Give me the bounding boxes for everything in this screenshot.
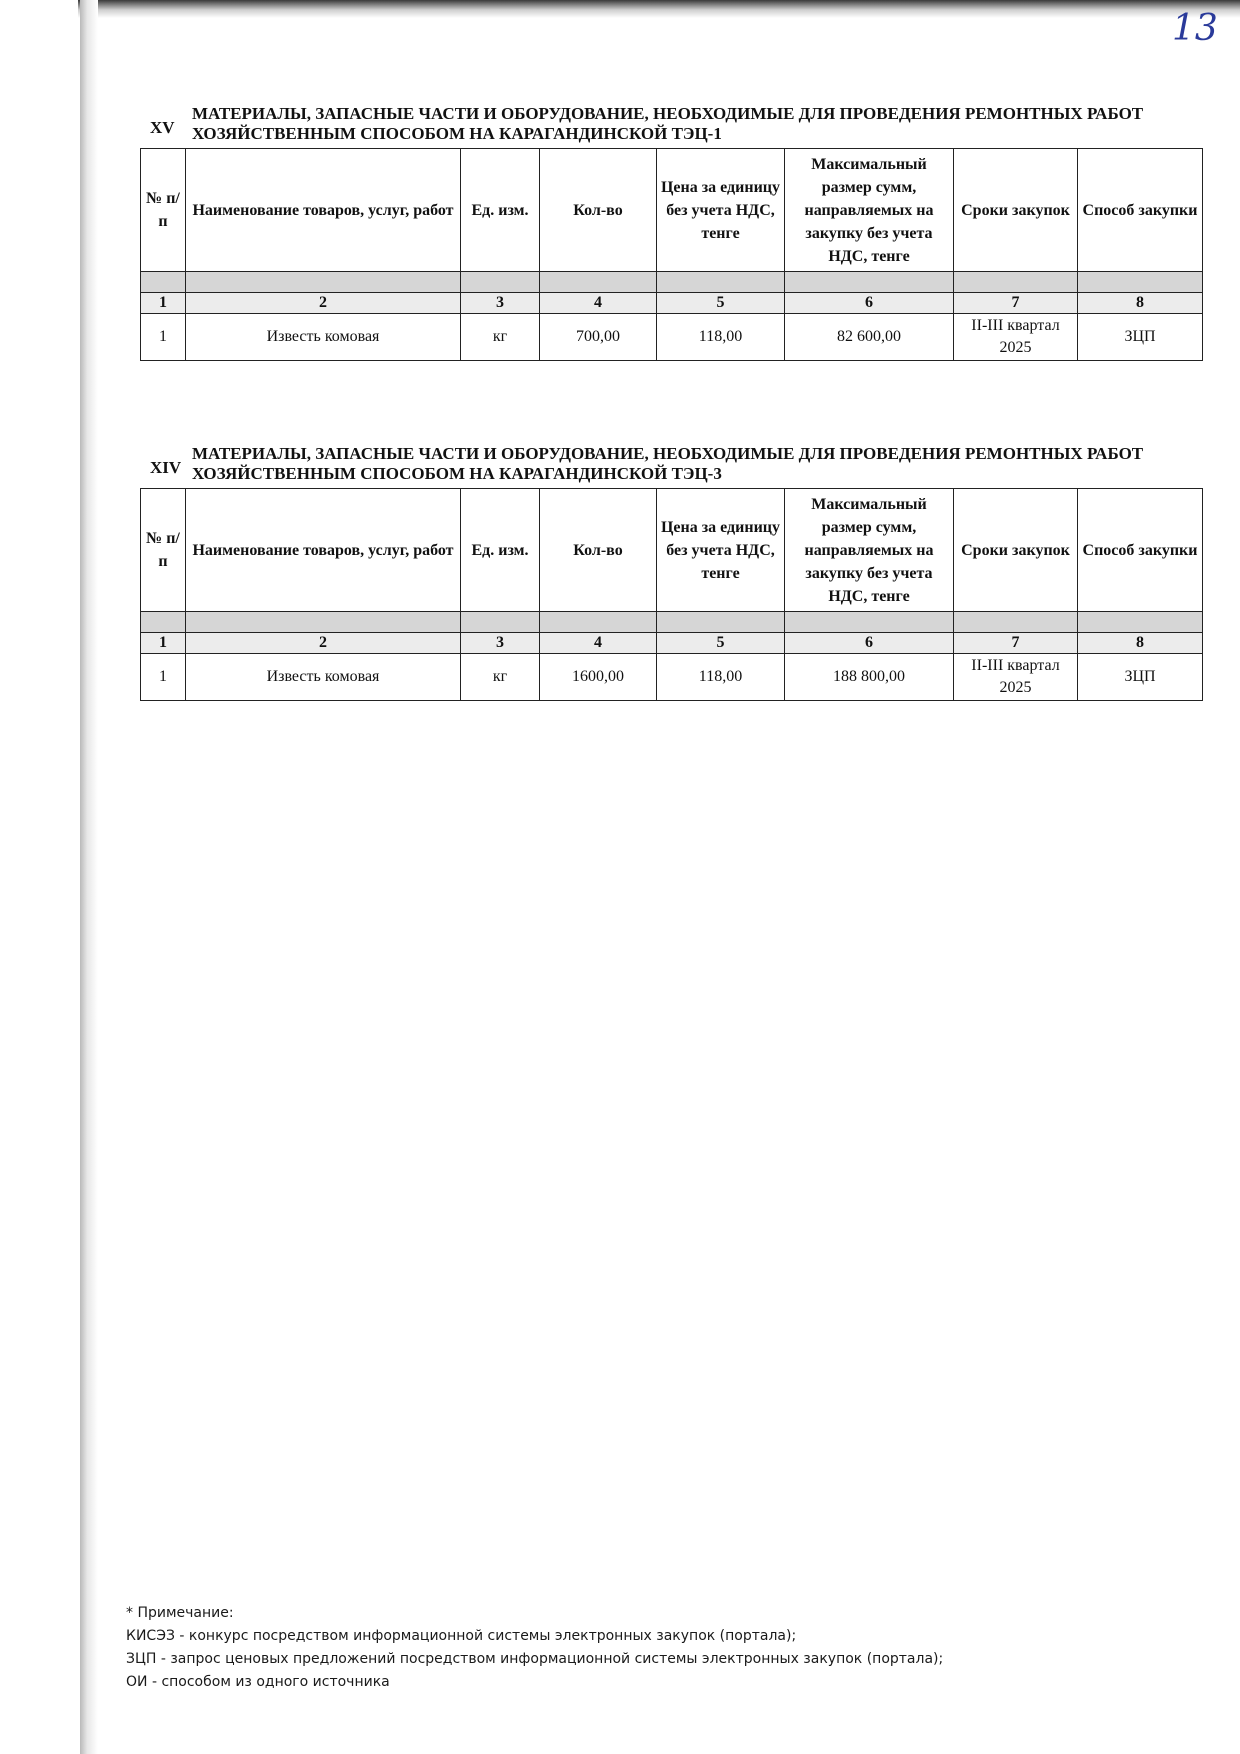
column-number: 7: [954, 633, 1078, 654]
col-header-num: № п/п: [141, 149, 186, 272]
header-row: [141, 149, 1203, 272]
footnote: [126, 1602, 943, 1694]
section-title: МАТЕРИАЛЫ, ЗАПАСНЫЕ ЧАСТИ И ОБОРУДОВАНИЕ, НЕОБХОДИМЫЕ ДЛЯ ПРОВЕДЕНИЯ РЕМОНТНЫХ РАБОТ ХОЗЯЙСТВЕННЫМ СПОСОБОМ НА КАРАГАНДИНСКОЙ ТЭЦ-3: [192, 444, 1144, 483]
table-row: [141, 314, 1203, 361]
column-number: 1: [141, 293, 186, 314]
cell-price: 118,00: [657, 654, 785, 701]
procurement-table: [140, 148, 1203, 361]
col-header-name: Наименование товаров, услуг, работ: [186, 149, 461, 272]
footnote-line: ЗЦП - запрос ценовых предложений посредством информационной системы электронных закупок (портала);: [126, 1651, 944, 1667]
col-header-name: Наименование товаров, услуг, работ: [186, 489, 461, 612]
column-number: 6: [785, 633, 954, 654]
col-header-method: Способ закупки: [1078, 149, 1203, 272]
cell-unit: кг: [461, 654, 540, 701]
scan-top-edge: [78, 0, 1240, 18]
cell-num: 1: [141, 654, 186, 701]
column-number: 4: [540, 293, 657, 314]
col-header-unit: Ед. изм.: [461, 149, 540, 272]
col-header-unit: Ед. изм.: [461, 489, 540, 612]
header-row: [141, 489, 1203, 612]
scan-left-edge: [80, 0, 98, 1754]
column-number: 2: [186, 633, 461, 654]
cell-num: 1: [141, 314, 186, 361]
column-number-row: [141, 293, 1203, 314]
col-header-qty: Кол-во: [540, 149, 657, 272]
procurement-table: [140, 488, 1203, 701]
col-header-qty: Кол-во: [540, 489, 657, 612]
cell-name: Известь комовая: [186, 654, 461, 701]
cell-term: II-III квартал 2025: [954, 654, 1078, 701]
column-number: 5: [657, 633, 785, 654]
col-header-term: Сроки закупок: [954, 489, 1078, 612]
cell-unit: кг: [461, 314, 540, 361]
column-number: 1: [141, 633, 186, 654]
section-roman-number: XIV: [150, 458, 182, 477]
column-number: 5: [657, 293, 785, 314]
col-header-max-sum: Максимальный размер сумм, направляемых на закупку без учета НДС, тенге: [785, 149, 954, 272]
col-header-term: Сроки закупок: [954, 149, 1078, 272]
cell-price: 118,00: [657, 314, 785, 361]
column-number: 3: [461, 293, 540, 314]
col-header-num: № п/п: [141, 489, 186, 612]
cell-max-sum: 82 600,00: [785, 314, 954, 361]
column-number: 4: [540, 633, 657, 654]
col-header-method: Способ закупки: [1078, 489, 1203, 612]
cell-max-sum: 188 800,00: [785, 654, 954, 701]
column-number: 6: [785, 293, 954, 314]
footnote-line: ОИ - способом из одного источника: [126, 1674, 390, 1690]
shaded-spacer-row: [141, 272, 1203, 293]
section-roman-number: XV: [150, 118, 175, 137]
section-title: МАТЕРИАЛЫ, ЗАПАСНЫЕ ЧАСТИ И ОБОРУДОВАНИЕ, НЕОБХОДИМЫЕ ДЛЯ ПРОВЕДЕНИЯ РЕМОНТНЫХ РАБОТ ХОЗЯЙСТВЕННЫМ СПОСОБОМ НА КАРАГАНДИНСКОЙ ТЭЦ-1: [192, 104, 1144, 143]
shaded-spacer-row: [141, 612, 1203, 633]
cell-method: ЗЦП: [1078, 654, 1203, 701]
cell-qty: 1600,00: [540, 654, 657, 701]
section-tec-1: [140, 104, 1202, 361]
cell-qty: 700,00: [540, 314, 657, 361]
table-row: [141, 654, 1203, 701]
column-number: 3: [461, 633, 540, 654]
column-number: 8: [1078, 633, 1203, 654]
column-number: 8: [1078, 293, 1203, 314]
cell-term: II-III квартал 2025: [954, 314, 1078, 361]
section-header: [140, 104, 1202, 148]
cell-name: Известь комовая: [186, 314, 461, 361]
col-header-max-sum: Максимальный размер сумм, направляемых на закупку без учета НДС, тенге: [785, 489, 954, 612]
cell-method: ЗЦП: [1078, 314, 1203, 361]
footnote-heading: * Примечание:: [126, 1605, 234, 1621]
column-number-row: [141, 633, 1203, 654]
column-number: 7: [954, 293, 1078, 314]
handwritten-page-number: 13: [1172, 8, 1218, 49]
section-header: [140, 444, 1202, 488]
col-header-price: Цена за единицу без учета НДС, тенге: [657, 149, 785, 272]
column-number: 2: [186, 293, 461, 314]
footnote-line: КИСЭЗ - конкурс посредством информационной системы электронных закупок (портала);: [126, 1628, 797, 1644]
col-header-price: Цена за единицу без учета НДС, тенге: [657, 489, 785, 612]
section-tec-3: [140, 444, 1202, 701]
